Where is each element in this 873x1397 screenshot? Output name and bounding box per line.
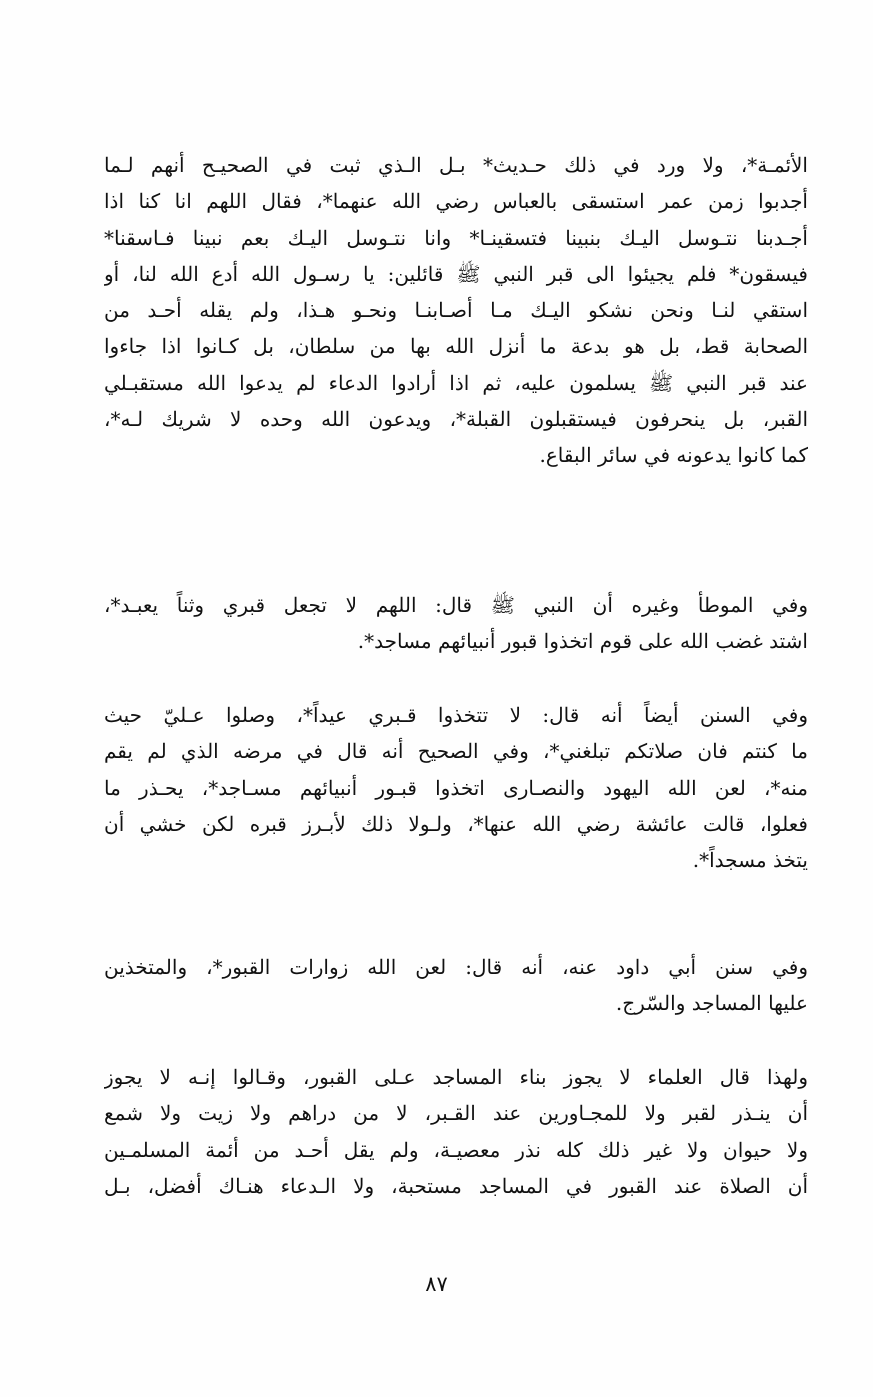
text-line: وفي سنن أبي داود عنه، أنه قال: لعن الله زوارات القبور*، والمتخذين [104,955,808,979]
text-line: الأئمـة*، ولا ورد في ذلك حـديث* بـل الـذي ثبت في الصحيـح أنهم لـما [104,153,808,177]
text-line: كما كانوا يدعونه في سائر البقاع. [539,443,808,468]
text-line: ما كنتم فان صلاتكم تبلغني*، وفي الصحيح أنه قال في مرضه الذي لم يقم [104,739,808,764]
paragraph-2 [104,587,808,660]
text-line: يتخذ مسجداً*. [692,848,808,873]
text-line: وفي الموطأ وغيره أن النبي ﷺ قال: اللهم لا تجعل قبري وثناً يعبـد*، [104,593,808,617]
text-line: أن ينـذر لقبر ولا للمجـاورين عند القـبر، لا من دراهم ولا زيت ولا شمع [104,1101,808,1126]
text-line: القبر، بل ينحرفون فيستقبلون القبلة*، ويدعون الله وحده لا شريك لـه*، [104,407,808,432]
text-line: استقي لنـا ونحن نشكو اليـك مـا أصـابنـا ونحـو هـذا، ولم يقله أحـد من [104,298,808,323]
text-line: أجدبوا زمن عمر استسقى بالعباس رضي الله عنهما*، فقال اللهم انا كنا اذا [104,189,808,214]
text-line: أن الصلاة عند القبور في المساجد مستحبة، ولا الـدعاء هنـاك أفضل، بـل [104,1173,808,1198]
paragraph-1 [104,147,808,474]
text-line: فيسقون* فلم يجيئوا الى قبر النبي ﷺ قائلين: يا رسـول الله أدع الله لنا، أو [104,261,808,286]
text-line: عند قبر النبي ﷺ يسلمون عليه، ثم اذا أرادوا الدعاء لم يدعوا الله مستقبـلي [104,370,808,395]
text-line: عليها المساجد والسّرج. [615,991,808,1016]
text-line: فعلوا، قالت عائشة رضي الله عنها*، ولـولا ذلك لأبـرز قبره لكن خشي أن [104,811,808,836]
text-line: اشتد غضب الله على قوم اتخذوا قبور أنبيائهم مساجد*. [357,629,808,654]
paragraph-4 [104,949,808,1022]
page-number: ٨٧ [425,1272,448,1296]
text-line: أجـدبنا نتـوسل اليـك بنبينا فتسقينـا* وانا نتـوسل اليـك بعم نبينا فـاسقنا* [104,225,808,250]
paragraph-3 [104,697,808,878]
text-line: الصحابة قط، بل هو بدعة ما أنزل الله بها من سلطان، بل كـانوا اذا جاءوا [104,334,808,359]
text-line: ولا حيوان ولا غير ذلك كله نذر معصيـة، ولم يقل أحـد من أئمة المسلمـين [104,1137,808,1162]
text-line: وفي السنن أيضاً أنه قال: لا تتخذوا قـبري عيداً*، وصلوا عـليّ حيث [104,703,808,727]
text-line: ولهذا قال العلماء لا يجوز بناء المساجد عـلى القبور، وقـالوا إنـه لا يجوز [104,1065,808,1089]
text-line: منه*، لعن الله اليهود والنصـارى اتخذوا قبـور أنبيائهم مسـاجد*، يحـذر ما [104,775,808,800]
paragraph-5 [104,1059,808,1204]
